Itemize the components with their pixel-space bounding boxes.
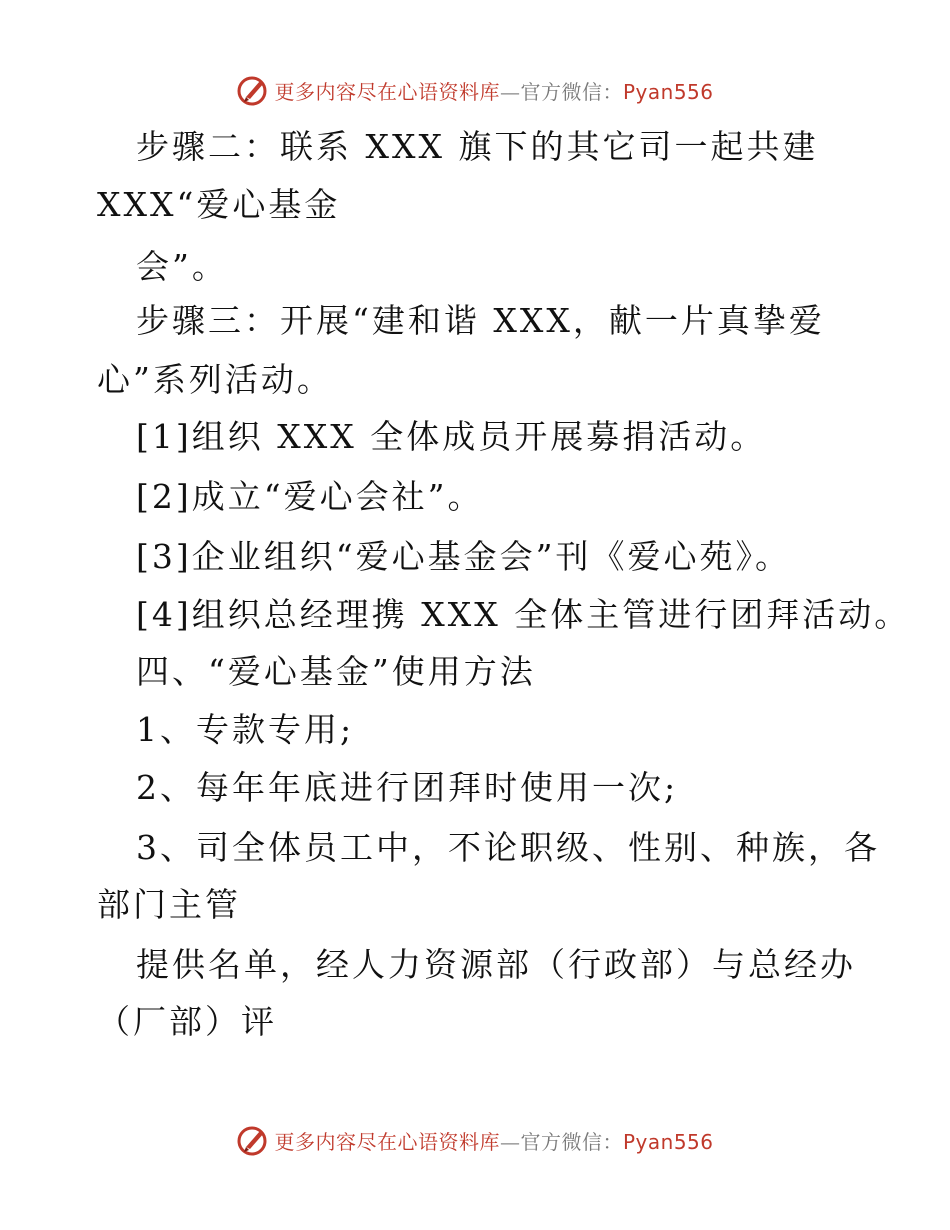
text-line: 会”。 [136,247,228,286]
watermark-label: 官方微信： [520,79,623,104]
text-line: 步骤三：开展“建和谐 XXX，献一片真挚爱 [136,301,825,340]
text-line: [3]企业组织“爱心基金会”刊《爱心苑》。 [136,537,791,576]
text-line: [2]成立“爱心会社”。 [136,477,484,516]
text-line: 1、专款专用; [136,710,355,749]
header-watermark [0,70,950,110]
watermark-main: 更多内容尽在心语资料库 [274,79,500,104]
text-line: （厂部）评 [97,1002,277,1041]
text-line: [4]组织总经理携 XXX 全体主管进行团拜活动。 [136,595,911,634]
pen-logo-icon [236,73,270,107]
watermark-main: 更多内容尽在心语资料库 [274,1129,500,1154]
watermark-label: 官方微信： [520,1129,623,1154]
watermark-text [274,76,713,105]
text-line: [1]组织 XXX 全体成员开展募捐活动。 [136,417,767,456]
text-line: 部门主管 [97,885,241,924]
footer-watermark [0,1120,950,1160]
text-line: XXX“爱心基金 [97,185,341,224]
pen-logo-icon [236,1123,270,1157]
watermark-separator: — [499,1129,521,1154]
watermark-separator: — [499,79,521,104]
text-line: 3、司全体员工中，不论职级、性别、种族，各 [136,828,880,867]
watermark-text [274,1126,713,1155]
watermark-id: Pyan556 [622,79,714,104]
text-line: 四、“爱心基金”使用方法 [136,652,536,691]
text-line: 2、每年年底进行团拜时使用一次; [136,768,679,807]
text-line: 心”系列活动。 [97,360,333,399]
text-line: 步骤二：联系 XXX 旗下的其它司一起共建 [136,127,819,166]
text-line: 提供名单，经人力资源部（行政部）与总经办 [136,945,856,984]
watermark-id: Pyan556 [622,1129,714,1154]
